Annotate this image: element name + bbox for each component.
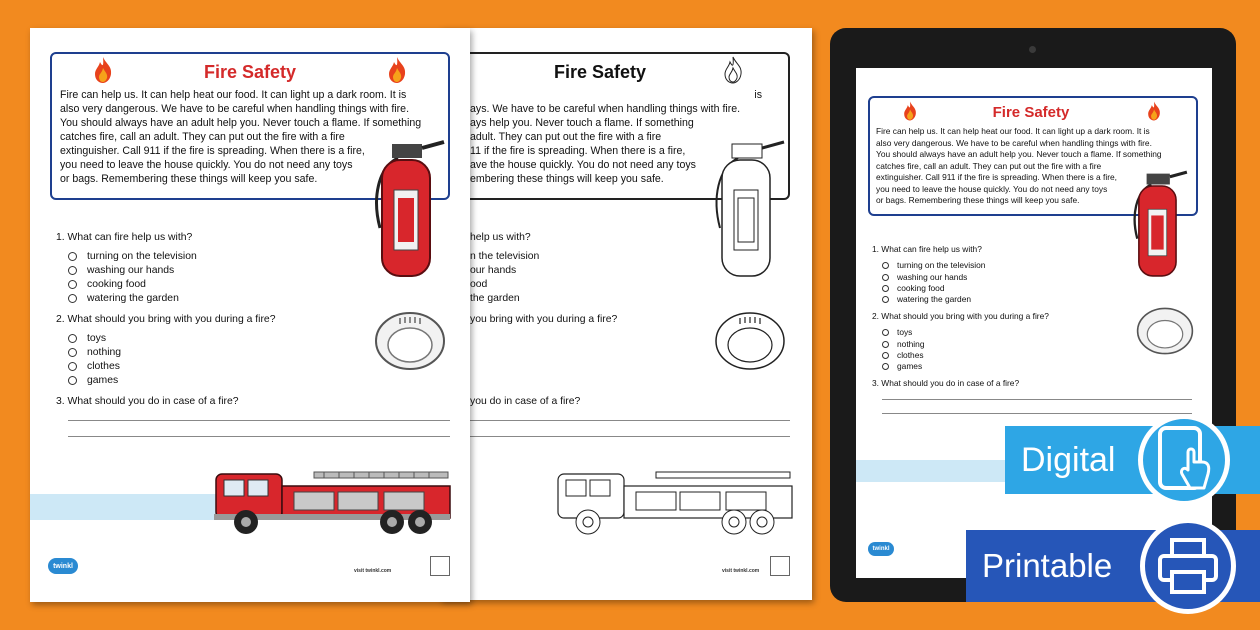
flame-icon [1146, 100, 1162, 122]
question-3: 3. What should you do in case of a fire? [56, 396, 239, 407]
page-badge-icon [770, 556, 790, 576]
radio-button[interactable] [882, 363, 889, 370]
passage-text: Fire can help us. It can help heat our food. It can light up a dark room. It is also very dangerous. We have to be careful when handling things with fire. You should always have an adult help you. Never touch a flame. If something catches fire, call an adult. They can put out the fire with a fire extinguisher. Call 911 if the fire is spreading. When there is a fire, you need to leave the house quickly. You do not need any toys or bags. Remembering these things will keep you safe. [876, 126, 1162, 205]
question-2: you bring with you during a fire? [470, 314, 618, 325]
printer-icon [1140, 518, 1236, 614]
footer-url[interactable]: visit twinkl.com [354, 568, 392, 574]
passage-line: extinguisher. Call 911 if the fire is spreading. When there is a fire, [60, 145, 365, 157]
passage-line: catches fire, call an adult. They can put out the fire with a fire [60, 131, 345, 143]
question-2: 2. What should you bring with you during a fire? [56, 314, 276, 325]
question-3: 3. What should you do in case of a fire? [872, 378, 1020, 388]
radio-button[interactable] [882, 329, 889, 336]
answer-option[interactable]: cooking food [68, 279, 146, 290]
camera-icon [1029, 46, 1036, 53]
radio-button[interactable] [68, 252, 77, 261]
radio-button[interactable] [68, 334, 77, 343]
fire-extinguisher-icon [1128, 168, 1190, 280]
radio-button[interactable] [882, 285, 889, 292]
radio-button[interactable] [68, 266, 77, 275]
radio-button[interactable] [68, 348, 77, 357]
answer-line[interactable] [68, 436, 450, 437]
passage-line: Fire can help us. It can help heat our food. It can light up a dark room. It is [60, 89, 407, 101]
answer-option[interactable]: watering the garden [68, 293, 179, 304]
radio-button[interactable] [68, 294, 77, 303]
answer-option[interactable]: games [882, 361, 922, 371]
digital-label: Digital [1021, 440, 1116, 479]
answer-option[interactable]: games [68, 375, 118, 386]
answer-option[interactable]: toys [68, 333, 106, 344]
radio-button[interactable] [882, 274, 889, 281]
smoke-alarm-icon [1136, 306, 1194, 356]
radio-button[interactable] [68, 280, 77, 289]
question-1: 1. What can fire help us with? [872, 244, 982, 254]
flame-icon [92, 56, 114, 84]
footer-url[interactable]: visit twinkl.com [722, 568, 760, 574]
answer-line[interactable] [470, 436, 790, 437]
radio-button[interactable] [882, 262, 889, 269]
smoke-alarm-icon [374, 310, 446, 372]
question-2: 2. What should you bring with you during a fire? [872, 311, 1049, 321]
answer-option[interactable]: washing our hands [68, 265, 174, 276]
answer-line[interactable] [68, 420, 450, 421]
passage-line: or bags. Remembering these things will keep you safe. [60, 173, 318, 185]
flame-icon [386, 56, 408, 84]
page-badge-icon [430, 556, 450, 576]
answer-line[interactable] [882, 399, 1192, 400]
fire-extinguisher-icon [368, 138, 448, 280]
tablet-device [830, 28, 1236, 602]
answer-option[interactable]: the garden [470, 293, 520, 304]
radio-button[interactable] [882, 341, 889, 348]
fire-truck-icon [214, 458, 454, 536]
smoke-alarm-icon [714, 310, 786, 372]
answer-option[interactable]: clothes [68, 361, 120, 372]
question-1: help us with? [470, 232, 531, 243]
radio-button[interactable] [68, 362, 77, 371]
answer-option[interactable]: watering the garden [882, 294, 971, 304]
radio-button[interactable] [882, 296, 889, 303]
radio-button[interactable] [882, 352, 889, 359]
answer-line[interactable] [470, 420, 790, 421]
passage-line: also very dangerous. We have to be careful when handling things with fire. [60, 103, 410, 115]
printable-label: Printable [982, 547, 1113, 584]
page-title: Fire Safety [992, 104, 1070, 121]
twinkl-logo: twinkl [48, 558, 78, 574]
answer-option[interactable]: n the television [470, 251, 540, 262]
passage-text: is ays. We have to be careful when handling things with fire. ays help you. Never touch a flame. If something adult. They can put out the fire with a fire 11 if the fire is spreading. When there is a fire, ave the house quickly. You do not need any toys embering these things will keep you safe. [470, 89, 762, 185]
answer-option[interactable]: nothing [882, 339, 924, 349]
question-1: 1. What can fire help us with? [56, 232, 193, 243]
answer-option[interactable]: turning on the television [68, 251, 197, 262]
fire-extinguisher-icon [708, 138, 788, 280]
tablet-screen[interactable] [856, 68, 1212, 578]
answer-option[interactable]: ood [470, 279, 488, 290]
answer-option[interactable]: nothing [68, 347, 121, 358]
page-title: Fire Safety [553, 62, 647, 82]
question-3: you do in case of a fire? [470, 396, 581, 407]
radio-button[interactable] [68, 376, 77, 385]
answer-option[interactable]: turning on the television [882, 260, 985, 270]
passage-line: You should always have an adult help you. Never touch a flame. If something [60, 117, 422, 129]
decorative-band [856, 460, 1006, 482]
answer-option[interactable]: toys [882, 327, 912, 337]
answer-option[interactable]: our hands [470, 265, 517, 276]
tablet-touch-icon [1138, 414, 1230, 506]
worksheet-bw [440, 28, 812, 600]
flame-icon [722, 56, 744, 84]
twinkl-logo: twinkl [868, 542, 894, 556]
page-title: Fire Safety [203, 62, 297, 82]
answer-line[interactable] [882, 413, 1192, 414]
flame-icon [902, 100, 918, 122]
answer-option[interactable]: clothes [882, 350, 924, 360]
worksheet-color [30, 28, 470, 602]
answer-option[interactable]: cooking food [882, 283, 945, 293]
passage-line: you need to leave the house quickly. You do not need any toys [60, 159, 353, 171]
answer-option[interactable]: washing our hands [882, 272, 967, 282]
fire-truck-icon [556, 458, 796, 536]
